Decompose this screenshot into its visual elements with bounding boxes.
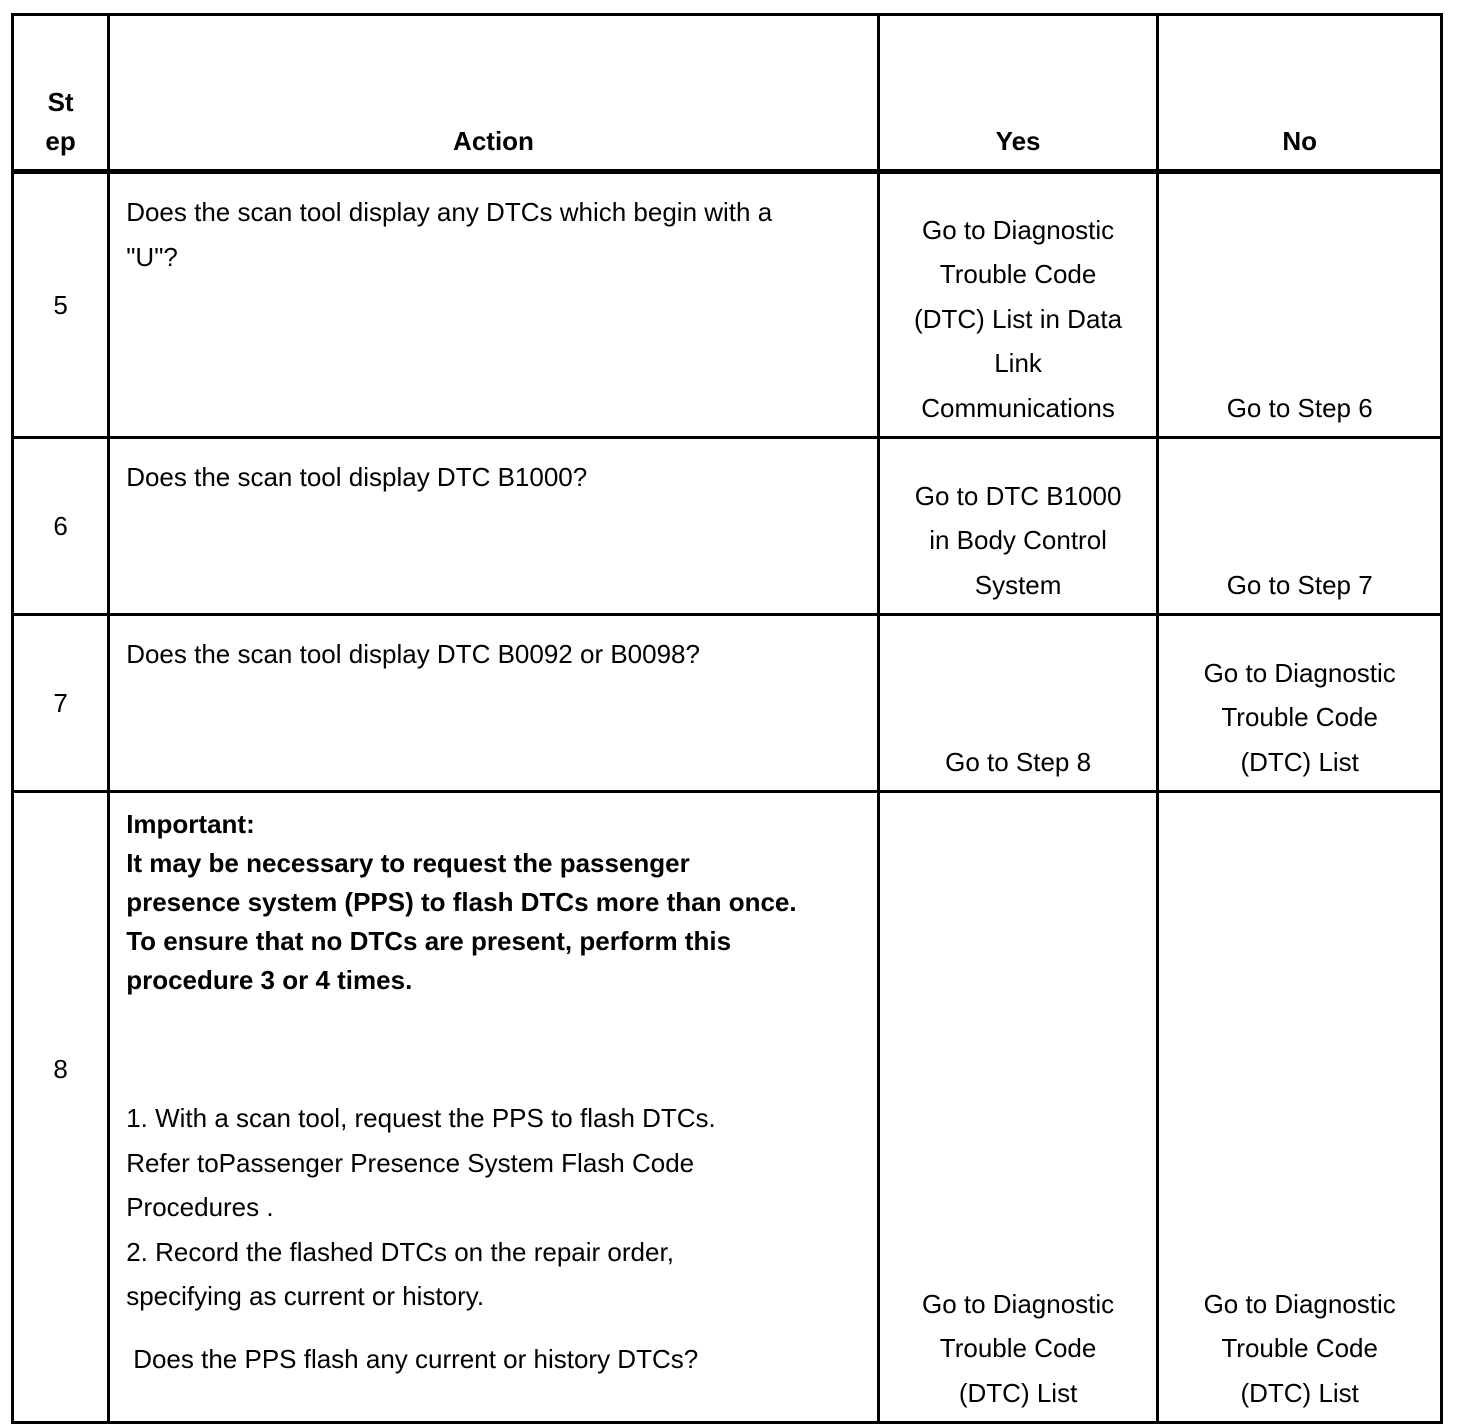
important-title: Important: <box>126 809 255 839</box>
yes-link[interactable]: Go to Diagnostic Trouble Code (DTC) List in Data Link Communications <box>914 214 1123 423</box>
instruction-item: 2. Record the flashed DTCs on the repair order, specifying as current or history. <box>126 1236 674 1311</box>
step-number: 6 <box>13 438 109 615</box>
table-row <box>13 615 1442 792</box>
action-question: Does the PPS flash any current or history DTCs? <box>133 1343 699 1374</box>
table-row <box>13 172 1442 438</box>
important-note <box>126 805 863 1000</box>
no-cell <box>1158 615 1442 792</box>
no-link[interactable]: Go to Step 7 <box>1226 569 1373 600</box>
yes-cell <box>878 615 1158 792</box>
action-text <box>109 438 879 615</box>
no-cell <box>1158 792 1442 1423</box>
action-text <box>109 172 879 438</box>
yes-link[interactable]: Go to Step 8 <box>945 746 1092 777</box>
yes-link[interactable]: Go to DTC B1000 in Body Control System <box>914 480 1122 600</box>
instruction-item: 1. With a scan tool, request the PPS to flash DTCs. Refer toPassenger Presence System Flash Code Procedures . <box>126 1103 716 1222</box>
diagnostic-step-table <box>11 13 1443 1424</box>
no-link[interactable]: Go to Diagnostic Trouble Code (DTC) List <box>1203 657 1396 777</box>
no-link[interactable]: Go to Step 6 <box>1226 392 1373 423</box>
header-action: Action <box>109 15 879 172</box>
yes-cell <box>878 792 1158 1423</box>
yes-cell <box>878 438 1158 615</box>
header-step-label: St ep <box>45 87 76 156</box>
table-row <box>13 792 1442 1423</box>
step-number-label: 8 <box>53 1053 68 1084</box>
no-cell <box>1158 172 1442 438</box>
step-number: 5 <box>13 172 109 438</box>
no-cell <box>1158 438 1442 615</box>
instruction-list <box>126 1096 863 1319</box>
step-number <box>13 792 109 1423</box>
action-question: Does the scan tool display DTC B1000? <box>126 462 588 492</box>
action-question: Does the scan tool display DTC B0092 or B0098? <box>126 639 700 669</box>
action-text <box>109 615 879 792</box>
table-header-row <box>13 15 1442 172</box>
header-yes: Yes <box>878 15 1158 172</box>
important-text: It may be necessary to request the passenger presence system (PPS) to flash DTCs more than once. To ensure that no DTCs are present, perform this procedure 3 or 4 times. <box>126 848 797 995</box>
step-number: 7 <box>13 615 109 792</box>
no-link[interactable]: Go to Diagnostic Trouble Code (DTC) List <box>1203 1288 1396 1408</box>
table-row <box>13 438 1442 615</box>
header-step <box>13 15 109 172</box>
yes-cell <box>878 172 1158 438</box>
header-no: No <box>1158 15 1442 172</box>
action-text <box>109 792 879 1423</box>
yes-link[interactable]: Go to Diagnostic Trouble Code (DTC) List <box>921 1288 1115 1408</box>
action-question: Does the scan tool display any DTCs which begin with a "U"? <box>126 197 773 272</box>
